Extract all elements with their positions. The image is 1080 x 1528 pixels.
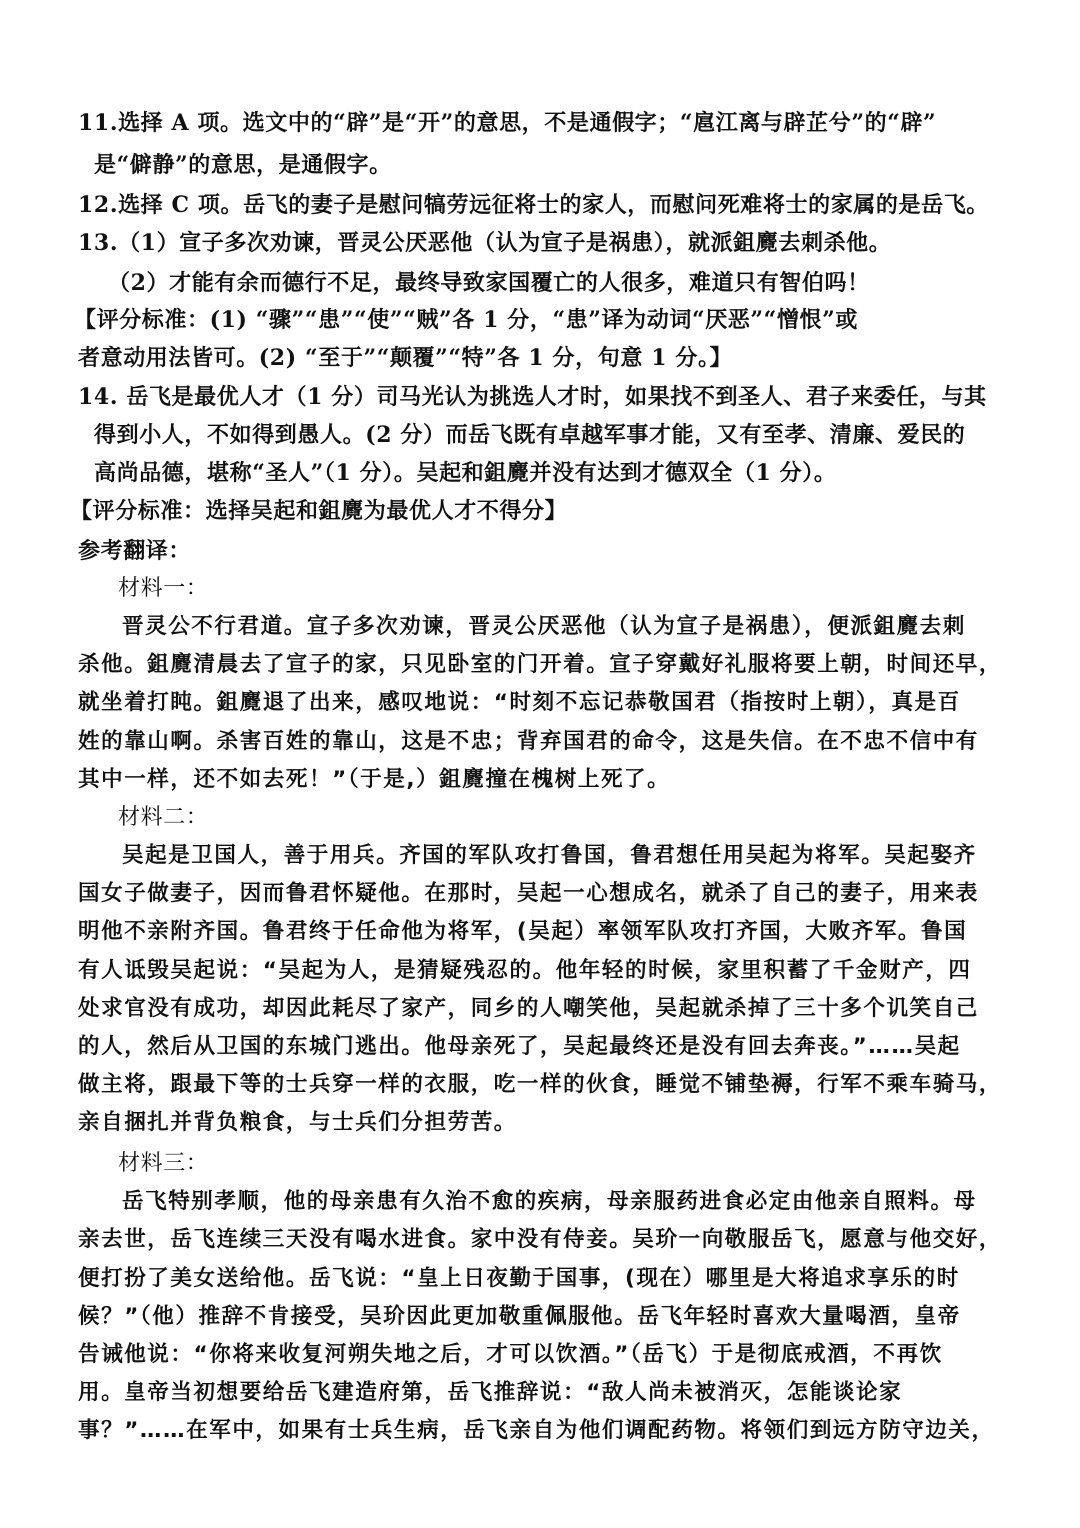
material-2-line: 处求官没有成功，却因此耗尽了家产，同乡的人嘲笑他，吴起就杀掉了三十多个讥笑自己 [78,996,979,1021]
answer-13-part-2: （2）才能有余而德行不足，最终导致家国覆亡的人很多，难道只有智伯吗！ [108,270,870,296]
answer-14-line-3: 高尚品德，堪称“圣人”（1 分）。吴起和鉏麑并没有达到才德双全（1 分）。 [94,460,837,486]
material-1-line: 姓的靠山啊。杀害百姓的靠山，这是不忠；背弃国君的命令，这是失信。在不忠不信中有 [78,729,979,754]
material-2-line: 亲自捆扎并背负粮食，与士兵们分担劳苦。 [78,1110,517,1135]
answer-14-line-1: 14. 岳飞是最优人才（1 分）司马光认为挑选人才时，如果找不到圣人、君子来委任，与其 [78,384,987,410]
scoring-14: 【评分标准：选择吴起和鉏麑为最优人才不得分】 [70,498,568,524]
material-2-line: 国女子做妻子，因而鲁君怀疑他。在那时，吴起一心想成名，就杀了自己的妻子，用来表 [78,881,979,906]
material-2-line: 的人，然后从卫国的东城门逃出。他母亲死了，吴起最终还是没有回去奔丧。”……吴起 [78,1034,961,1059]
material-2-line: 明他不亲附齐国。鲁君终于任命他为将军，(吴起）率领军队攻打齐国，大败齐军。鲁国 [78,919,968,944]
material-3-title: 材料三： [118,1151,209,1176]
material-3-line: 亲去世，岳飞连续三天没有喝水进食。家中没有侍妾。吴玠一向敬服岳飞，愿意与他交好， [78,1227,1003,1252]
material-3-line: 岳飞特别孝顺，他的母亲患有久治不愈的疾病，母亲服药进食必定由他亲自照料。母 [122,1189,977,1214]
material-2-title: 材料二： [118,805,209,830]
answer-13-part-1: 13.（1）宣子多次劝谏，晋灵公厌恶他（认为宣子是祸患），就派鉏麑去刺杀他。 [78,230,892,256]
material-2-line: 做主将，跟最下等的士兵穿一样的衣服，吃一样的伙食，睡觉不铺垫褥，行军不乘车骑马， [78,1072,1003,1097]
material-3-line: 用。皇帝当初想要给岳飞建造府第，岳飞推辞说：“敌人尚未被消灭，怎能谈论家 [78,1380,903,1405]
material-1-line: 晋灵公不行君道。宣子多次劝谏，晋灵公厌恶他（认为宣子是祸患），便派鉏麑去刺 [122,614,966,639]
material-3-line: 事？”……在军中，如果有士兵生病，岳飞亲自为他们调配药物。将领们到远方防守边关， [78,1418,995,1443]
material-1-line: 其中一样，还不如去死！”（于是,）鉏麑撞在槐树上死了。 [78,767,671,792]
answer-14-line-2: 得到小人，不如得到愚人。(2 分）而岳飞既有卓越军事才能，又有至孝、清廉、爱民的 [94,422,966,448]
material-1-line: 就坐着打盹。鉏麑退了出来，感叹地说：“时刻不忘记恭敬国君（指按时上朝），真是百 [78,690,961,715]
translation-heading: 参考翻译： [78,538,192,564]
scoring-13-line-2: 者意动用法皆可。(2) “至于”“颠覆”“特”各 1 分，句意 1 分。】 [78,345,733,371]
material-1-line: 杀他。鉏麑清晨去了宣子的家，只见卧室的门开着。宣子穿戴好礼服将要上朝，时间还早， [78,652,1003,677]
material-3-line: 候？”（他）推辞不肯接受，吴玠因此更加敬重佩服他。岳飞年轻时喜欢大量喝酒，皇帝 [78,1304,961,1329]
answer-11-line-1: 11.选择 A 项。选文中的“辟”是“开”的意思，不是通假字；“扈江离与辟芷兮”的“辟” [78,110,937,136]
answer-12: 12.选择 C 项。岳飞的妻子是慰问犒劳远征将士的家人，而慰问死难将士的家属的是岳飞。 [78,192,989,218]
answer-11-line-2: 是“僻静”的意思，是通假字。 [94,152,392,178]
material-2-line: 有人诋毁吴起说：“吴起为人，是猜疑残忍的。他年轻的时候，家里积蓄了千金财产，四 [78,958,972,983]
material-1-title: 材料一： [118,576,209,601]
material-3-line: 告诫他说：“你将来收复河朔失地之后，才可以饮酒。”（岳飞）于是彻底戒酒，不再饮 [78,1342,943,1367]
scoring-13-line-1: 【评分标准：(1) “骤”“患”“使”“贼”各 1 分，“患”译为动词“厌恶”“憎恨”或 [74,307,858,333]
material-3-line: 便打扮了美女送给他。岳飞说：“皇上日夜勤于国事，(现在）哪里是大将追求享乐的时 [78,1266,960,1291]
material-2-line: 吴起是卫国人，善于用兵。齐国的军队攻打鲁国，鲁君想任用吴起为将军。吴起娶齐 [122,843,977,868]
